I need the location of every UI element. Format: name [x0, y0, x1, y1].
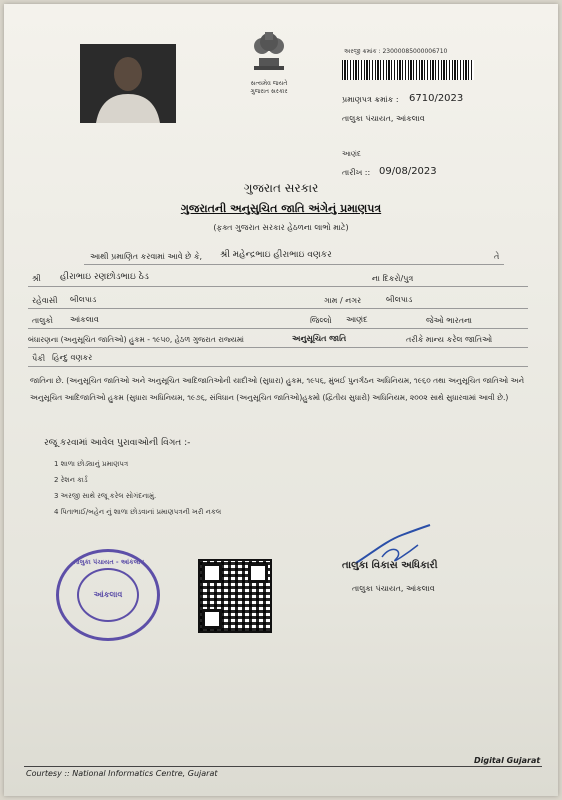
government-title: ગુજરાત સરકાર — [243, 181, 319, 195]
issuing-office: તાલુકા પંચાયત, આંકલાવ — [342, 114, 425, 123]
certificate-paper — [4, 4, 558, 796]
divider — [28, 366, 528, 367]
caste-name: હિન્દુ વણકર — [52, 353, 93, 362]
divider — [28, 328, 528, 329]
certificate-subtitle: (ફક્ત ગુજરાત સરકાર હેઠળના લાભો માટે) — [213, 223, 349, 232]
signatory-office: તાલુકા પંચાયત, આંકલાવ — [352, 584, 435, 593]
footer-brand: Digital Gujarat — [474, 756, 541, 765]
barcode — [342, 60, 474, 80]
father-name: હીરાભાઇ રણછોડભાઇ ઠેડ — [60, 272, 149, 282]
evidence-item: 4 પિતાભાઈ/બહેન નું શાળા છોડવાનાં પ્રમાણપત્રની ખરી નકલ — [54, 508, 222, 516]
issue-date: 09/08/2023 — [379, 166, 437, 177]
taluka-value: આંકલાવ — [70, 315, 99, 324]
divider — [28, 308, 528, 309]
taluka-label: તાલુકો — [32, 316, 53, 325]
father-prefix: શ્રી — [32, 274, 41, 283]
evidence-item: 2 રેશન કાર્ડ — [54, 476, 88, 484]
applicant-name: શ્રી મહેન્દ્રભાઇ હીરાભાઇ વણકર — [220, 250, 332, 260]
refers-label: જેઓ ભારતના — [426, 316, 473, 325]
certificate-title: ગુજરાતની અનુસુચિત જાતિ અંગેનું પ્રમાણપત્ર — [180, 202, 382, 215]
constitution-label: બંધારણના (અનુસૂચિત જાતિઓ) હુકમ - ૧૯૫૦, હેઠળ ગુજરાત રાજ્યમાં — [28, 335, 244, 344]
district-label: જિલ્લો — [310, 316, 332, 325]
seal-inner-text: આંકલાવ — [93, 590, 123, 599]
certify-label: આથી પ્રમાણિત કરવામાં આવે છે કે, — [90, 252, 203, 261]
relation-label: ના દિકરો/પુત્ર — [372, 274, 414, 283]
evidence-heading: રજૂ કરવામાં આવેલ પુરાવાઓની વિગત :- — [44, 438, 191, 448]
evidence-item: 1 શાળા છોડ્યાનું પ્રમાણપત્ર — [54, 460, 129, 468]
recognised-label: તરીકે માન્ય કરેલ જાતિઓ — [406, 335, 493, 344]
caste-category: અનુસૂચિત જાતિ — [292, 334, 347, 343]
certificate-number-label: પ્રમાણપત્ર ક્રમાંક : — [342, 95, 399, 104]
application-number: અરજી ક્રમાંક : 23000085000006710 — [344, 48, 448, 55]
date-label: તારીખ :: — [342, 168, 371, 177]
village-label: ગામ / નગર — [324, 296, 362, 305]
village-value: બીલપાડ — [70, 295, 97, 304]
divider — [28, 347, 528, 348]
village-value-2: બીલપાડ — [386, 295, 413, 304]
official-seal — [56, 549, 160, 641]
caste-prefix: પૈકી — [32, 354, 46, 363]
date-place: આણંદ — [342, 150, 361, 158]
applicant-photo — [80, 44, 176, 123]
resident-label: રહેવાસી — [32, 296, 58, 305]
legal-text: જાતિના છે. (અનુસૂચિત જાતિઓ અને અનુસૂચિત આદિજાતિઓની યાદીઓ (સુધારા) હુકમ, ૧૯૫૬, મુંબઈ પુનર્ગઠન અધિનિયમ, ૧૯૬૦ તથા અનુસૂચિત જાતિઓ અને અનુસૂચિત આદિજાતિઓ હુકમ (સુધારા અધિનિયમ, ૧૯૭૬, સંવિધાન (અનુસૂચિત જાતિઓ)હુકમો (દ્વિતીય સુધારો) અધિનિયમ, ૨૦૦૨ સાથે સુધારવામાં આવી છે.) — [30, 376, 525, 402]
signatory-title: તાલુકા વિકાસ અધિકારી — [342, 560, 438, 571]
evidence-item: 3 અરજી સાથે રજૂ કરેલ સોગંદનામું. — [54, 492, 157, 500]
district-value: આણંદ — [346, 315, 368, 324]
certificate-number: 6710/2023 — [409, 93, 464, 104]
divider — [28, 286, 528, 287]
qr-code-icon — [200, 561, 270, 631]
emblem-caption: સત્યમેવ જયતે ગુજરાત સરકાર — [250, 80, 288, 95]
te-label: તે — [494, 252, 500, 261]
divider — [84, 264, 504, 265]
footer-divider — [24, 766, 542, 767]
seal-text: તાલુકા પંચાયત - આંકલાવ — [73, 558, 145, 566]
footer-courtesy: Courtesy :: National Informatics Centre, Gujarat — [26, 769, 218, 778]
